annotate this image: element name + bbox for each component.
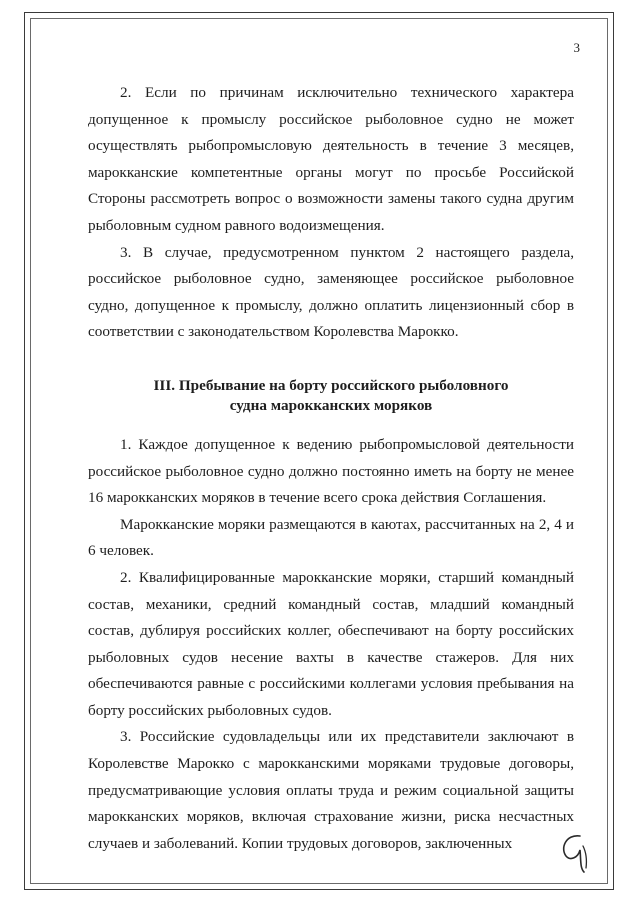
paragraph-2-qualified-sailors: 2. Квалифицированные марокканские моряки, старший командный состав, механики, средний командный состав, младший командный состав, дублируя российских коллег, обеспечивают на борту российских рыболовных судов несение вахты в качестве стажеров. Для них обеспечиваются равные с российскими коллегами условия пребывания на борту российских рыболовных судов.: [88, 568, 574, 719]
section-heading: [88, 376, 574, 416]
paragraph-3-license-fee: 3. В случае, предусмотренном пунктом 2 настоящего раздела, российское рыболовное судно, заменяющее российское рыболовное судно, допущенное к промыслу, должно оплатить лицензионный сбор в соответствии с законодательством Королевства Марокко.: [88, 243, 574, 341]
paragraph-3-labor-contracts: 3. Российские судовладельцы или их представители заключают в Королевстве Марокко с марокканскими моряками трудовые договоры, предусматривающие условия оплаты труда и режим социальной защиты марокканских моряков, включая страхование жизни, риска несчастных случаев и заболеваний. Копии трудовых договоров, заключенных: [88, 728, 574, 852]
document-body: [88, 80, 574, 857]
section-heading-line-2: судна марокканских моряков: [229, 396, 433, 414]
paragraph-2-vessel-replacement: 2. Если по причинам исключительно технического характера допущенное к промыслу российское рыболовное судно не может осуществлять рыбопромысловую деятельность в течение 3 месяцев, марокканские компетентные органы могут по просьбе Российской Стороны рассмотреть вопрос о возможности замены такого судна другим рыболовным судном равного водоизмещения.: [88, 84, 574, 234]
handwritten-initials: [556, 830, 596, 874]
paragraph-1-sailors-onboard: 1. Каждое допущенное к ведению рыбопромысловой деятельности российское рыболовное судно должно постоянно иметь на борту не менее 16 марокканских моряков в течение всего срока действия Соглашения.: [88, 435, 574, 507]
section-heading-line-1: III. Пребывание на борту российского рыболовного: [153, 376, 509, 394]
paragraph-cabins: Марокканские моряки размещаются в каютах, рассчитанных на 2, 4 и 6 человек.: [88, 515, 574, 560]
page-number: 3: [573, 40, 580, 55]
